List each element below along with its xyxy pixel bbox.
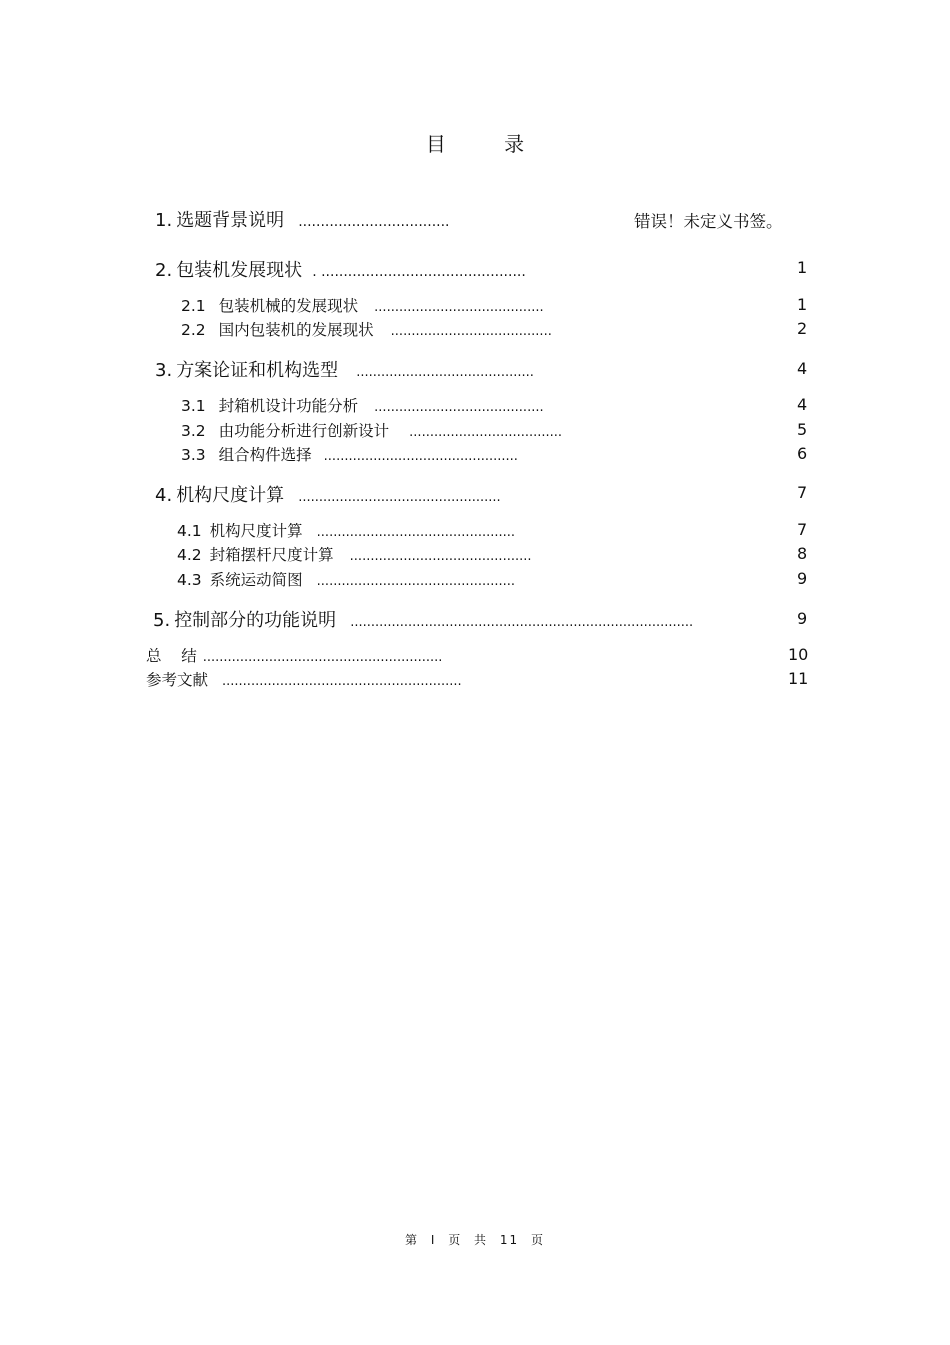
toc-entry-label: 国内包装机的发展现状 bbox=[218, 321, 374, 339]
footer-total-pages: 11 bbox=[499, 1233, 520, 1247]
toc-leader-dots: ......................................... bbox=[374, 300, 544, 315]
toc-page-number: 8 bbox=[797, 544, 808, 563]
toc-leader-dots: ....................................... bbox=[390, 324, 552, 339]
toc-entry[interactable] bbox=[177, 519, 557, 541]
toc-entry-number: 5. bbox=[153, 610, 171, 631]
toc-page-number: 1 bbox=[797, 295, 808, 314]
toc-leader-dots: ........................................... bbox=[356, 365, 534, 380]
page-footer bbox=[0, 1231, 950, 1248]
toc-entry[interactable] bbox=[146, 668, 512, 690]
toc-entry-page bbox=[788, 645, 808, 664]
toc-entry-label: 组合构件选择 bbox=[218, 446, 312, 464]
toc-entry-number: 3.3 bbox=[181, 446, 206, 464]
toc-entry-number: 2.1 bbox=[181, 297, 206, 315]
toc-entry-label: 方案论证和机构选型 bbox=[176, 360, 339, 381]
toc-entry-label: 参考文献 bbox=[146, 671, 209, 689]
toc-leader-dots: ................................................ bbox=[316, 525, 516, 540]
toc-entry[interactable] bbox=[181, 318, 586, 340]
toc-entry-page bbox=[797, 544, 807, 563]
toc-leader-dots: ................................................. bbox=[298, 490, 501, 505]
toc-page-number: 5 bbox=[797, 420, 808, 439]
toc-entry-label: 机构尺度计算 bbox=[176, 485, 285, 506]
footer-total-prefix: 共 bbox=[474, 1233, 489, 1247]
toc-entry-label: 封箱摆杆尺度计算 bbox=[209, 546, 334, 564]
toc-entry-label: 系统运动简图 bbox=[209, 571, 303, 589]
toc-entry[interactable] bbox=[181, 394, 579, 416]
toc-entry[interactable] bbox=[177, 543, 570, 565]
toc-leader-dots: ............................................... bbox=[323, 449, 518, 464]
toc-entry-label: 封箱机设计功能分析 bbox=[218, 397, 359, 415]
toc-entry[interactable] bbox=[155, 356, 571, 382]
toc-entry-page bbox=[797, 319, 807, 338]
toc-page-number: 2 bbox=[797, 319, 808, 338]
toc-entry-page bbox=[797, 569, 807, 588]
toc-leader-dots: . .............................................. bbox=[312, 264, 526, 280]
footer-current-page: I bbox=[430, 1233, 437, 1247]
footer-middle: 页 bbox=[448, 1233, 463, 1247]
toc-entry-page bbox=[797, 295, 807, 314]
toc-page-number: 9 bbox=[797, 569, 808, 588]
toc-entry-page bbox=[797, 359, 807, 378]
toc-entry-label: 由功能分析进行创新设计 bbox=[218, 422, 390, 440]
toc-entry[interactable] bbox=[155, 481, 548, 507]
toc-entry-number: 4.2 bbox=[177, 546, 202, 564]
toc-leader-dots: .......................................................... bbox=[222, 674, 462, 689]
toc-entry[interactable] bbox=[181, 419, 594, 441]
toc-page-error-text: 错误！未定义书签。 bbox=[634, 212, 783, 231]
toc-leader-dots: ..................................... bbox=[409, 425, 563, 440]
toc-entry-page bbox=[797, 258, 807, 277]
toc-entry-label: 包装机械的发展现状 bbox=[218, 297, 359, 315]
toc-entry[interactable] bbox=[146, 644, 503, 666]
toc-page-number: 1 bbox=[797, 258, 808, 277]
toc-entry-page bbox=[797, 420, 807, 439]
toc-entry-number: 3.1 bbox=[181, 397, 206, 415]
toc-page-number: 6 bbox=[797, 444, 808, 463]
toc-entry-page bbox=[797, 483, 807, 502]
toc-page-number: 7 bbox=[797, 483, 808, 502]
toc-entry-label: 包装机发展现状 bbox=[176, 260, 303, 281]
toc-page-number: 9 bbox=[797, 609, 808, 628]
toc-entry-number: 2. bbox=[155, 260, 173, 281]
footer-prefix: 第 bbox=[404, 1233, 419, 1247]
toc-leader-dots: ................................................ bbox=[316, 574, 516, 589]
toc-entry-page bbox=[797, 395, 807, 414]
toc-entry-number: 2.2 bbox=[181, 321, 206, 339]
toc-entry-number: 1. bbox=[155, 210, 173, 231]
toc-entry-page bbox=[797, 520, 807, 539]
toc-leader-dots: .......................................................... bbox=[202, 650, 443, 665]
toc-entry-number: 4.1 bbox=[177, 522, 202, 540]
toc-entry-page bbox=[788, 669, 808, 688]
toc-entry-number: 4. bbox=[155, 485, 173, 506]
toc-entry-label: 机构尺度计算 bbox=[209, 522, 303, 540]
toc-leader-dots: .................................. bbox=[298, 214, 450, 230]
toc-entry[interactable] bbox=[177, 568, 557, 590]
toc-entry-number: 4.3 bbox=[177, 571, 202, 589]
toc-page-number: 4 bbox=[797, 395, 808, 414]
toc-page-number: 4 bbox=[797, 359, 808, 378]
toc-entry[interactable] bbox=[155, 206, 468, 232]
footer-suffix: 页 bbox=[531, 1233, 546, 1247]
toc-leader-dots: ......................................... bbox=[374, 400, 544, 415]
toc-entry-number: 3.2 bbox=[181, 422, 206, 440]
toc-entry-label: 控制部分的功能说明 bbox=[174, 610, 337, 631]
toc-entry[interactable] bbox=[155, 256, 552, 282]
toc-leader-dots: ............................................ bbox=[349, 549, 532, 564]
toc-entry-label: 总 结 bbox=[146, 647, 197, 665]
toc-entry-number: 3. bbox=[155, 360, 173, 381]
toc-entry[interactable] bbox=[181, 443, 559, 465]
toc-page-number: 7 bbox=[797, 520, 808, 539]
toc-entry-label: 选题背景说明 bbox=[176, 210, 285, 231]
toc-page-number: 11 bbox=[788, 669, 809, 688]
toc-entry-page bbox=[634, 208, 783, 232]
toc-title: 目 录 bbox=[425, 132, 551, 156]
toc-entry[interactable] bbox=[181, 294, 579, 316]
toc-leader-dots: ................................................................................... bbox=[350, 615, 694, 630]
toc-page-number: 10 bbox=[788, 645, 809, 664]
toc-entry-page bbox=[797, 609, 807, 628]
toc-entry[interactable] bbox=[153, 606, 768, 632]
toc-entry-page bbox=[797, 444, 807, 463]
